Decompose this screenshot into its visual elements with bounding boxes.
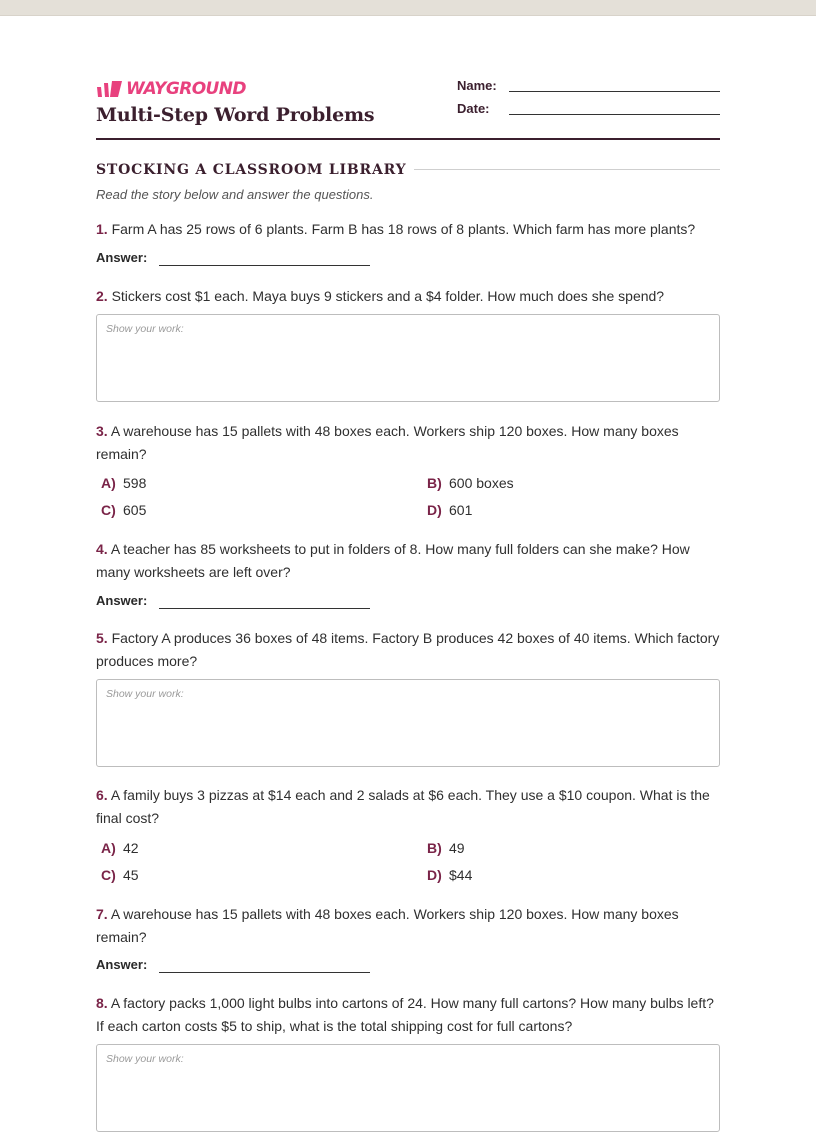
question-number: 4. [96, 541, 108, 557]
section-divider [410, 169, 720, 170]
question-text: A family buys 3 pizzas at $14 each and 2 salads at $6 each. They use a $10 coupon. What is the final cost? [96, 787, 710, 826]
question-text: A warehouse has 15 pallets with 48 boxes each. Workers ship 120 boxes. How many boxes remain? [96, 423, 679, 462]
worksheet-page [96, 0, 720, 1065]
question-text: Factory A produces 36 boxes of 48 items. Factory B produces 42 boxes of 40 items. Which factory produces more? [96, 630, 720, 669]
option-text: 45 [123, 867, 139, 883]
wayground-logo-icon [96, 80, 123, 98]
option-6d[interactable] [422, 867, 472, 885]
worksheet-header [96, 76, 720, 140]
page-title: Multi-Step Word Problems [96, 104, 375, 126]
question-number: 8. [96, 995, 108, 1011]
option-3d[interactable] [422, 502, 472, 520]
brand-logo [96, 79, 246, 99]
question-text: Stickers cost $1 each. Maya buys 9 stickers and a $4 folder. How much does she spend? [111, 288, 665, 304]
option-letter: C) [101, 502, 116, 518]
work-placeholder: Show your work: [106, 1053, 184, 1065]
question-7 [96, 903, 720, 948]
question-number: 3. [96, 423, 108, 439]
option-letter: B) [427, 475, 442, 491]
option-6b[interactable] [422, 840, 465, 858]
answer-field-1[interactable] [96, 250, 376, 268]
question-number: 1. [96, 221, 108, 237]
answer-label: Answer: [96, 593, 148, 608]
section-intro: Read the story below and answer the questions. [96, 187, 374, 202]
option-6a[interactable] [96, 840, 139, 858]
date-label: Date: [457, 101, 490, 116]
brand-logo-text: WAYGROUND [126, 79, 246, 99]
question-text: A warehouse has 15 pallets with 48 boxes each. Workers ship 120 boxes. How many boxes remain? [96, 906, 679, 945]
question-text: A factory packs 1,000 light bulbs into cartons of 24. How many full cartons? How many bulbs left? If each carton costs $5 to ship, what is the total shipping cost for full cartons? [96, 995, 714, 1034]
question-number: 5. [96, 630, 108, 646]
section-title: STOCKING A CLASSROOM LIBRARY [96, 162, 414, 178]
name-label: Name: [457, 78, 497, 93]
work-box-2[interactable] [96, 314, 720, 402]
name-field[interactable] [457, 76, 720, 96]
option-letter: A) [101, 840, 116, 856]
option-text: 49 [449, 840, 465, 856]
option-3c[interactable] [96, 502, 146, 520]
option-letter: D) [427, 502, 442, 518]
section-heading [96, 160, 720, 180]
option-letter: C) [101, 867, 116, 883]
question-8 [96, 992, 720, 1037]
question-1 [96, 218, 720, 241]
option-text: $44 [449, 867, 473, 883]
question-text: Farm A has 25 rows of 6 plants. Farm B has 18 rows of 8 plants. Which farm has more plants? [111, 221, 696, 237]
work-placeholder: Show your work: [106, 323, 184, 335]
option-letter: A) [101, 475, 116, 491]
question-number: 7. [96, 906, 108, 922]
option-text: 598 [123, 475, 147, 491]
answer-field-7[interactable] [96, 957, 376, 975]
answer-field-4[interactable] [96, 593, 376, 611]
option-letter: B) [427, 840, 442, 856]
option-text: 601 [449, 502, 473, 518]
question-text: A teacher has 85 worksheets to put in folders of 8. How many full folders can she make? How many worksheets are left over? [96, 541, 690, 580]
answer-line[interactable] [159, 972, 370, 973]
question-number: 2. [96, 288, 108, 304]
answer-label: Answer: [96, 250, 148, 265]
work-placeholder: Show your work: [106, 688, 184, 700]
answer-line[interactable] [159, 608, 370, 609]
work-box-8[interactable] [96, 1044, 720, 1132]
question-5 [96, 627, 720, 672]
work-box-5[interactable] [96, 679, 720, 767]
date-line[interactable] [509, 114, 720, 115]
option-text: 600 boxes [449, 475, 514, 491]
name-line[interactable] [509, 91, 720, 92]
question-3 [96, 420, 720, 465]
option-3a[interactable] [96, 475, 146, 493]
question-4 [96, 538, 720, 583]
date-field[interactable] [457, 99, 720, 119]
option-3b[interactable] [422, 475, 514, 493]
answer-label: Answer: [96, 957, 148, 972]
question-6 [96, 784, 720, 829]
option-6c[interactable] [96, 867, 139, 885]
option-text: 42 [123, 840, 139, 856]
option-letter: D) [427, 867, 442, 883]
option-text: 605 [123, 502, 147, 518]
question-number: 6. [96, 787, 108, 803]
answer-line[interactable] [159, 265, 370, 266]
question-2 [96, 285, 720, 308]
